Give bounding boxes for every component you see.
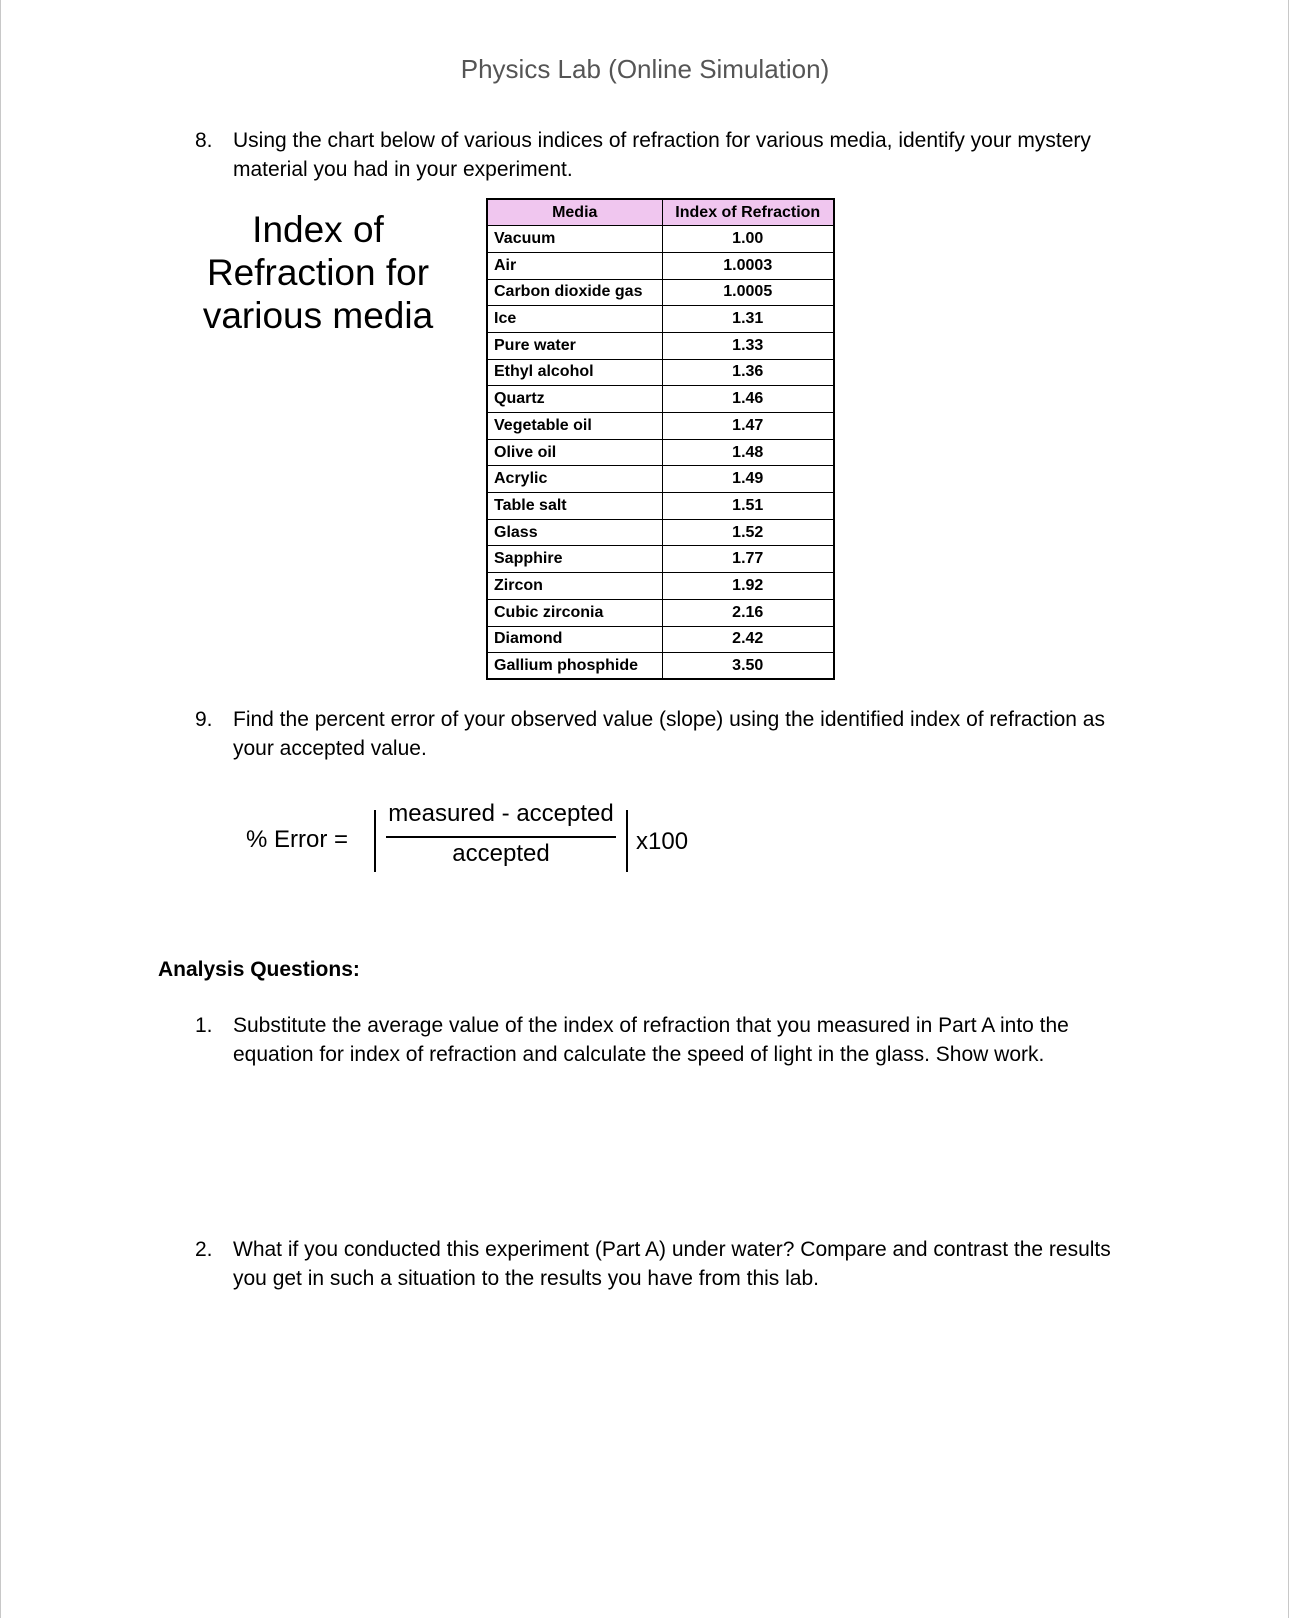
index-cell: 1.49 (662, 466, 834, 493)
abs-bar-left (374, 810, 376, 872)
media-cell: Gallium phosphide (487, 653, 662, 680)
table-row (487, 599, 834, 626)
index-table-title: Index of Refraction for various media (202, 209, 434, 336)
table-row (487, 519, 834, 546)
question-9-number: 9. (195, 708, 213, 731)
index-of-refraction-table (486, 198, 835, 680)
index-cell: 1.51 (662, 493, 834, 520)
table-row (487, 332, 834, 359)
table-row (487, 252, 834, 279)
table-row (487, 546, 834, 573)
table-row (487, 359, 834, 386)
formula-multiplier: x100 (636, 828, 689, 855)
media-cell: Vegetable oil (487, 413, 662, 440)
media-cell: Table salt (487, 493, 662, 520)
index-cell: 1.46 (662, 386, 834, 413)
analysis-heading: Analysis Questions: (158, 958, 360, 981)
media-cell: Glass (487, 519, 662, 546)
question-8-number: 8. (195, 129, 213, 152)
table-row (487, 306, 834, 333)
index-cell: 1.0003 (662, 252, 834, 279)
formula-numerator: measured - accepted (388, 800, 614, 827)
index-cell: 3.50 (662, 653, 834, 680)
table-row (487, 226, 834, 253)
analysis-question-2-text: What if you conducted this experiment (Part A) under water? Compare and contrast the results you get in such a situation to the results you have from this lab. (233, 1238, 1111, 1290)
media-cell: Acrylic (487, 466, 662, 493)
index-cell: 1.52 (662, 519, 834, 546)
fraction-line (386, 836, 616, 838)
media-cell: Diamond (487, 626, 662, 653)
index-cell: 1.31 (662, 306, 834, 333)
question-9-text: Find the percent error of your observed value (slope) using the identified index of refraction as your accepted value. (233, 708, 1105, 760)
formula-lhs: % Error = (246, 826, 349, 853)
page-header: Physics Lab (Online Simulation) (460, 54, 830, 84)
index-cell: 2.16 (662, 599, 834, 626)
index-cell: 1.48 (662, 439, 834, 466)
table-row (487, 413, 834, 440)
index-cell: 1.92 (662, 573, 834, 600)
media-cell: Ethyl alcohol (487, 359, 662, 386)
column-header-media: Media (487, 199, 662, 226)
analysis-question-1-text: Substitute the average value of the index of refraction that you measured in Part A into the equation for index of refraction and calculate the speed of light in the glass. Show work. (233, 1014, 1069, 1066)
media-cell: Vacuum (487, 226, 662, 253)
analysis-question-2-number: 2. (195, 1238, 213, 1261)
index-cell: 1.77 (662, 546, 834, 573)
index-cell: 1.0005 (662, 279, 834, 306)
media-cell: Ice (487, 306, 662, 333)
table-row (487, 439, 834, 466)
table-header-row (487, 199, 834, 226)
table-row (487, 279, 834, 306)
table-row (487, 653, 834, 680)
index-cell: 2.42 (662, 626, 834, 653)
media-cell: Quartz (487, 386, 662, 413)
media-cell: Cubic zirconia (487, 599, 662, 626)
media-cell: Carbon dioxide gas (487, 279, 662, 306)
media-cell: Olive oil (487, 439, 662, 466)
table-row (487, 386, 834, 413)
media-cell: Sapphire (487, 546, 662, 573)
media-cell: Zircon (487, 573, 662, 600)
index-cell: 1.00 (662, 226, 834, 253)
index-cell: 1.47 (662, 413, 834, 440)
question-8-text: Using the chart below of various indices of refraction for various media, identify your mystery material you had in your experiment. (233, 129, 1091, 181)
table-row (487, 573, 834, 600)
media-cell: Pure water (487, 332, 662, 359)
analysis-question-1-number: 1. (195, 1014, 213, 1037)
table-row (487, 466, 834, 493)
table-row (487, 493, 834, 520)
index-cell: 1.36 (662, 359, 834, 386)
table-row (487, 626, 834, 653)
abs-bar-right (626, 810, 628, 872)
column-header-index: Index of Refraction (662, 199, 834, 226)
index-cell: 1.33 (662, 332, 834, 359)
media-cell: Air (487, 252, 662, 279)
formula-denominator: accepted (452, 840, 550, 867)
